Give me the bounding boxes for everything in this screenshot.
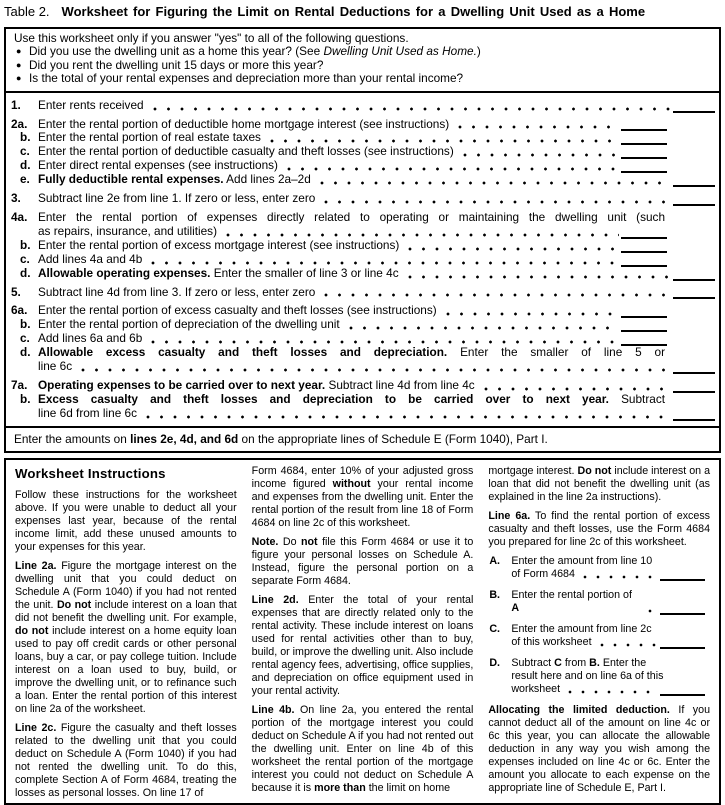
lettered-sub-item <box>488 623 710 649</box>
dot-leader <box>568 690 658 694</box>
row-text <box>38 159 278 173</box>
question-bullet <box>14 59 711 72</box>
text-segment: file this Form 4684 or use it to figure your personal losses on Schedule A. Instead, figure the personal portion on a separate Form 4684. <box>251 535 474 587</box>
table-title <box>0 0 725 20</box>
sub-item-last-line <box>511 589 710 615</box>
question-text <box>29 45 481 58</box>
sub-item-last-line <box>511 568 710 581</box>
worksheet-rows <box>6 93 719 426</box>
sub-item-text <box>511 589 640 615</box>
row-body <box>38 286 719 300</box>
text-segment: C <box>554 656 562 669</box>
bullet-icon: ● <box>16 46 22 57</box>
question-bullet <box>14 45 711 58</box>
instructions-column-3 <box>488 465 710 800</box>
question-text <box>29 59 323 72</box>
text-segment: Do not <box>577 464 612 477</box>
text-segment: Do not <box>56 598 92 611</box>
row-text-line <box>38 145 719 159</box>
worksheet-row <box>6 332 719 346</box>
text-segment: on the appropriate lines of Schedule E (Form 1040), Part I. <box>238 431 548 446</box>
row-body <box>38 239 719 253</box>
row-body <box>38 173 719 187</box>
dot-leader <box>648 609 658 613</box>
text-segment: Figure the mortgage interest on the dwelling unit that you could deduct on Schedule A (Form 1040) if you had not rented the unit. <box>15 559 237 611</box>
row-number: 1. <box>11 97 21 112</box>
row-text <box>38 239 399 253</box>
text-segment: To find the rental portion of excess casualty and theft losses, use the Form 4684 you prepared for line 2c of this worksheet. <box>488 509 711 548</box>
text-segment: Enter the rental portion of deductible home mortgage interest (see instructions) <box>38 116 450 131</box>
row-number: b. <box>20 130 31 145</box>
question-bullet <box>14 72 711 85</box>
dot-leader <box>270 139 619 143</box>
row-text <box>38 379 475 393</box>
text-segment: Enter the rental portion of excess casualty and theft losses (see instructions) <box>38 303 437 318</box>
text-segment: If you cannot deduct all of the amount on line 4c or 6c this year, you can allocate the allowable deduction in any way you wish among the expenses included on line 4c or 6c. Enter the amount you allocate to each expense on the appropriate line of Schedule E, Part I. <box>488 703 711 794</box>
text-segment: Subtract line 2e from line 1. If zero or less, enter zero <box>38 191 316 206</box>
sub-item-body <box>511 657 710 696</box>
entry-line <box>673 418 715 421</box>
text-segment: include interest on a loan that did not benefit the dwelling unit (as explained in the line 2a instructions). <box>488 464 711 503</box>
text-segment: Do <box>278 535 301 548</box>
row-number: c. <box>20 144 30 159</box>
worksheet-row <box>6 159 719 173</box>
sub-item-text-line <box>511 670 710 683</box>
text-segment: Enter direct rental expenses (see instructions) <box>38 158 278 173</box>
text-segment: line 6c <box>38 359 73 374</box>
dot-leader <box>408 247 619 251</box>
instructions-column-1 <box>15 465 237 800</box>
text-segment: as repairs, insurance, and utilities) <box>38 223 218 238</box>
row-text-line <box>38 225 719 239</box>
row-body <box>38 131 719 145</box>
row-number: b. <box>20 317 31 332</box>
row-body <box>38 159 719 173</box>
row-text <box>38 304 437 318</box>
dot-leader <box>446 312 619 316</box>
row-text-line <box>38 118 719 132</box>
worksheet-row <box>6 173 719 187</box>
row-text-line <box>38 99 719 113</box>
dot-leader <box>484 387 671 391</box>
worksheet-row <box>6 99 719 113</box>
row-text <box>38 225 217 239</box>
sub-item-text-line <box>511 555 710 568</box>
row-text <box>38 360 72 374</box>
instructions-paragraph <box>252 536 474 588</box>
sub-item-body <box>511 555 710 581</box>
dot-leader <box>600 643 658 647</box>
entry-line <box>673 184 715 187</box>
worksheet-row <box>6 393 719 421</box>
row-body <box>38 118 719 132</box>
row-text <box>38 173 311 187</box>
text-segment: mortgage interest. <box>488 464 578 477</box>
worksheet-row <box>6 253 719 267</box>
text-segment: lines 2e, 4d, and 6d <box>130 431 239 446</box>
text-segment: Add lines 6a and 6b <box>38 331 143 346</box>
row-text <box>38 332 142 346</box>
row-number: 2a. <box>11 116 28 131</box>
text-segment: Figure the casualty and theft losses related to the dwelling unit that you could deduct on Schedule A (Form 1040) if you had not rented the dwelling unit. To do this, complete Section A of Form 4684, treating the losses as personal losses. On line 17 of <box>15 721 237 799</box>
table-title-text: Worksheet for Figuring the Limit on Rental Deductions for a Dwelling Unit Used as a Home <box>61 4 646 19</box>
dot-leader <box>583 575 658 579</box>
row-number: e. <box>20 172 30 187</box>
qualifying-questions <box>6 29 719 93</box>
dot-leader <box>153 107 671 111</box>
worksheet-row <box>6 346 719 374</box>
row-text-line1 <box>38 211 665 225</box>
worksheet-row <box>6 211 719 239</box>
text-segment: Enter the rental portion of <box>511 588 632 601</box>
row-body <box>38 346 719 374</box>
row-text <box>38 118 449 132</box>
dot-leader <box>226 233 619 237</box>
row-number: d. <box>20 345 31 360</box>
instructions-paragraph <box>488 465 710 504</box>
entry-line <box>673 296 715 299</box>
text-segment: Subtract line 4d from line 4c <box>325 377 475 392</box>
entry-line <box>673 371 715 374</box>
row-text <box>38 99 144 113</box>
text-segment: include interest on a home equity loan used to pay off credit cards or other personal loans, buy a car, or pay college tuition. Include interest on a loan used to buy, build, or improve the dwelling unit, or to refinance such a loan. Enter the rental portion of this interest on line 2a of the worksheet. <box>15 624 237 715</box>
bullet-icon: ● <box>16 59 22 70</box>
worksheet-row <box>6 118 719 132</box>
entry-line <box>660 693 705 696</box>
row-text-line1 <box>38 346 665 360</box>
row-number: c. <box>20 251 30 266</box>
text-segment: Line 2d. <box>251 593 299 606</box>
text-segment: Enter the <box>599 656 647 669</box>
instructions-paragraph <box>252 704 474 795</box>
question-text <box>29 72 463 85</box>
row-text <box>38 192 315 206</box>
text-segment: Follow these instructions for the worksheet above. If you were unable to deduct all your expenses last year, because of the rental income limit, add these unused amounts to your expenses for this year. <box>15 488 237 553</box>
sub-item-letter: D. <box>489 656 501 669</box>
dot-leader <box>320 181 671 185</box>
row-body <box>38 393 719 421</box>
row-number: d. <box>20 158 31 173</box>
questions-intro: Use this worksheet only if you answer "yes" to all of the following questions. <box>14 31 409 45</box>
text-segment: Operating expenses to be carried over to next year. <box>38 377 326 392</box>
row-body <box>38 379 719 393</box>
text-segment: Enter the rental portion of deductible casualty and theft losses (see instructions) <box>38 144 454 159</box>
row-number: 6a. <box>11 303 28 318</box>
row-body <box>38 253 719 267</box>
text-segment: Enter the rental portion of expenses directly related to operating or maintaining the dwelling unit (such <box>38 209 665 224</box>
worksheet-row <box>6 286 719 300</box>
questions-bullet-list <box>14 45 711 85</box>
text-segment: Enter the amount from line 10 <box>511 554 653 567</box>
row-number: 5. <box>11 284 21 299</box>
row-text-line1 <box>38 393 665 407</box>
entry-line <box>660 578 705 581</box>
row-text <box>38 131 261 145</box>
worksheet-row <box>6 379 719 393</box>
text-segment: include interest on a loan that did not benefit the dwelling unit. For example, <box>15 598 237 624</box>
text-segment: Did you rent the dwelling unit 15 days or more this year? <box>29 57 324 72</box>
row-number: b. <box>20 391 31 406</box>
text-segment: Enter the rental portion of depreciation of the dwelling unit <box>38 317 340 332</box>
text-segment: of this worksheet <box>511 635 592 648</box>
instructions-paragraph <box>15 722 237 800</box>
dot-leader <box>324 200 671 204</box>
row-text-line <box>38 192 719 206</box>
row-text-line <box>38 239 719 253</box>
text-segment: not <box>301 535 318 548</box>
sub-item-text <box>511 636 591 649</box>
instructions-paragraph <box>488 704 710 795</box>
text-segment: Enter the rental portion of excess mortgage interest (see instructions) <box>38 237 400 252</box>
text-segment: Enter the total of your rental expenses that are directly related only to the rental activity. These include interest on loans used for rental activities other than to buy, build, or improve the dwelling unit. Also include rental agency fees, advertising, office supplies, and depreciation on office equipment used in your rental activity. <box>251 593 474 697</box>
row-text-line <box>38 318 719 332</box>
instructions-column-2 <box>252 465 474 800</box>
dot-leader <box>458 125 619 129</box>
entry-line <box>660 612 705 615</box>
row-body <box>38 99 719 113</box>
row-text-line <box>38 173 719 187</box>
row-body <box>38 145 719 159</box>
text-segment: Did you use the dwelling unit as a home this year? (See <box>29 44 324 59</box>
sub-item-body <box>511 623 710 649</box>
row-text <box>38 318 340 332</box>
text-segment: of Form 4684 <box>511 567 575 580</box>
row-text <box>38 267 399 281</box>
row-body <box>38 332 719 346</box>
worksheet-footer-note <box>6 426 719 451</box>
lettered-sub-item <box>488 657 710 696</box>
dot-leader <box>146 415 671 419</box>
row-text-line <box>38 159 719 173</box>
row-body <box>38 192 719 206</box>
text-segment: Dwelling Unit Used as Home. <box>323 44 477 59</box>
instructions-columns <box>15 465 710 800</box>
dot-leader <box>408 275 671 279</box>
sub-item-text-line <box>511 623 710 636</box>
text-segment: Fully deductible rental expenses. <box>38 172 224 187</box>
row-text <box>38 253 142 267</box>
worksheet-row <box>6 318 719 332</box>
worksheet-row <box>6 131 719 145</box>
text-segment: your rental income and expenses from the dwelling unit. Enter the rental portion of the result from line 18 of Form 4684 on line 2c of this worksheet. <box>251 477 474 529</box>
row-text <box>38 286 315 300</box>
table-number: Table 2. <box>4 4 50 19</box>
text-segment: line 6d from line 6c <box>38 405 138 420</box>
row-body <box>38 304 719 318</box>
sub-item-text <box>511 568 575 581</box>
row-body <box>38 318 719 332</box>
instructions-header: Worksheet Instructions <box>15 465 166 481</box>
row-number: b. <box>20 237 31 252</box>
row-text-line <box>38 360 719 374</box>
worksheet-row <box>6 239 719 253</box>
instructions-paragraph <box>252 594 474 698</box>
instructions-paragraph <box>15 489 237 554</box>
text-segment: ) <box>476 44 481 59</box>
instructions-box <box>4 458 721 805</box>
instructions-paragraph <box>488 510 710 549</box>
text-segment: Allocating the limited deduction. <box>488 703 670 716</box>
row-number: 3. <box>11 191 21 206</box>
row-body <box>38 267 719 281</box>
text-segment: Subtract line 4d from line 3. If zero or less, enter zero <box>38 284 316 299</box>
row-text-line <box>38 253 719 267</box>
text-segment: Add lines 2a–2d <box>223 172 311 187</box>
text-segment: from <box>561 656 590 669</box>
text-segment: Enter the smaller of line 3 or line 4c <box>210 265 399 280</box>
sub-item-letter: B. <box>489 588 501 601</box>
text-segment: Form 4684, enter 10% of your adjusted gross income figured <box>251 464 474 490</box>
row-number: 4a. <box>11 209 28 224</box>
text-segment: Line 6a. <box>488 509 531 522</box>
entry-line <box>673 278 715 281</box>
dot-leader <box>349 326 619 330</box>
worksheet-row <box>6 192 719 206</box>
bullet-icon: ● <box>16 73 22 84</box>
text-segment: worksheet <box>511 682 561 695</box>
row-number: d. <box>20 265 31 280</box>
text-segment: Enter the amount from line 2c <box>511 622 652 635</box>
lettered-sub-item <box>488 589 710 615</box>
worksheet-box <box>4 27 721 453</box>
text-segment: Is the total of your rental expenses and depreciation more than your rental income? <box>29 71 464 86</box>
text-segment: do not <box>15 624 49 637</box>
row-text-line <box>38 286 719 300</box>
row-number: c. <box>20 331 30 346</box>
row-number: 7a. <box>11 377 28 392</box>
text-segment: B. <box>589 656 600 669</box>
row-text-line <box>38 407 719 421</box>
text-segment: On line 2a, you entered the rental portion of the mortgage interest you could deduct on Schedule A if you had not rented out the dwelling unit. Enter on line 4b of this worksheet the rental portion of the mortgage interest you could not deduct on Schedule A because it is <box>251 703 474 794</box>
row-body <box>38 211 719 239</box>
entry-line <box>660 646 705 649</box>
dot-leader <box>324 293 671 297</box>
dot-leader <box>151 340 619 344</box>
row-text <box>38 145 454 159</box>
dot-leader <box>81 368 671 372</box>
sub-item-last-line <box>511 636 710 649</box>
row-text-line <box>38 267 719 281</box>
dot-leader <box>151 261 619 265</box>
instructions-paragraph <box>252 465 474 530</box>
text-segment: Allowable operating expenses. <box>38 265 211 280</box>
text-segment: A <box>511 601 520 614</box>
dot-leader <box>463 153 619 157</box>
text-segment: Subtract <box>608 391 665 406</box>
text-segment: more than <box>314 781 366 794</box>
text-segment: Allowable excess casualty and theft losses and depreciation. <box>38 345 448 360</box>
sub-item-letter: A. <box>489 554 501 567</box>
row-text-line <box>38 379 719 393</box>
text-segment: Line 2a. <box>15 559 57 572</box>
worksheet-row <box>6 267 719 281</box>
text-segment: without <box>332 477 371 490</box>
sub-item-body <box>511 589 710 615</box>
row-text-line <box>38 304 719 318</box>
text-segment: Enter the amounts on <box>14 431 131 446</box>
entry-line <box>673 110 715 113</box>
text-segment: Enter the smaller of line 5 or <box>447 345 666 360</box>
text-segment: Line 2c. <box>15 721 57 734</box>
text-segment: Subtract <box>511 656 555 669</box>
entry-line <box>673 203 715 206</box>
sub-item-letter: C. <box>489 622 501 635</box>
text-segment: result here and on line 6a of this <box>511 669 664 682</box>
row-text <box>38 407 137 421</box>
text-segment: Add lines 4a and 4b <box>38 251 143 266</box>
row-text-line <box>38 131 719 145</box>
lettered-sub-item <box>488 555 710 581</box>
text-segment: Excess casualty and theft losses and depreciation to be carried over to next year. <box>38 391 609 406</box>
row-text-line <box>38 332 719 346</box>
text-segment: Note. <box>251 535 279 548</box>
text-segment: Enter rents received <box>38 97 144 112</box>
text-segment: the limit on home <box>365 781 451 794</box>
sub-item-last-line <box>511 683 710 696</box>
instructions-paragraph <box>15 560 237 716</box>
worksheet-row <box>6 145 719 159</box>
worksheet-row <box>6 304 719 318</box>
text-segment: Line 4b. <box>251 703 295 716</box>
sub-item-text <box>511 683 560 696</box>
dot-leader <box>287 167 619 171</box>
sub-item-text-line <box>511 657 710 670</box>
text-segment: Enter the rental portion of real estate taxes <box>38 130 261 145</box>
